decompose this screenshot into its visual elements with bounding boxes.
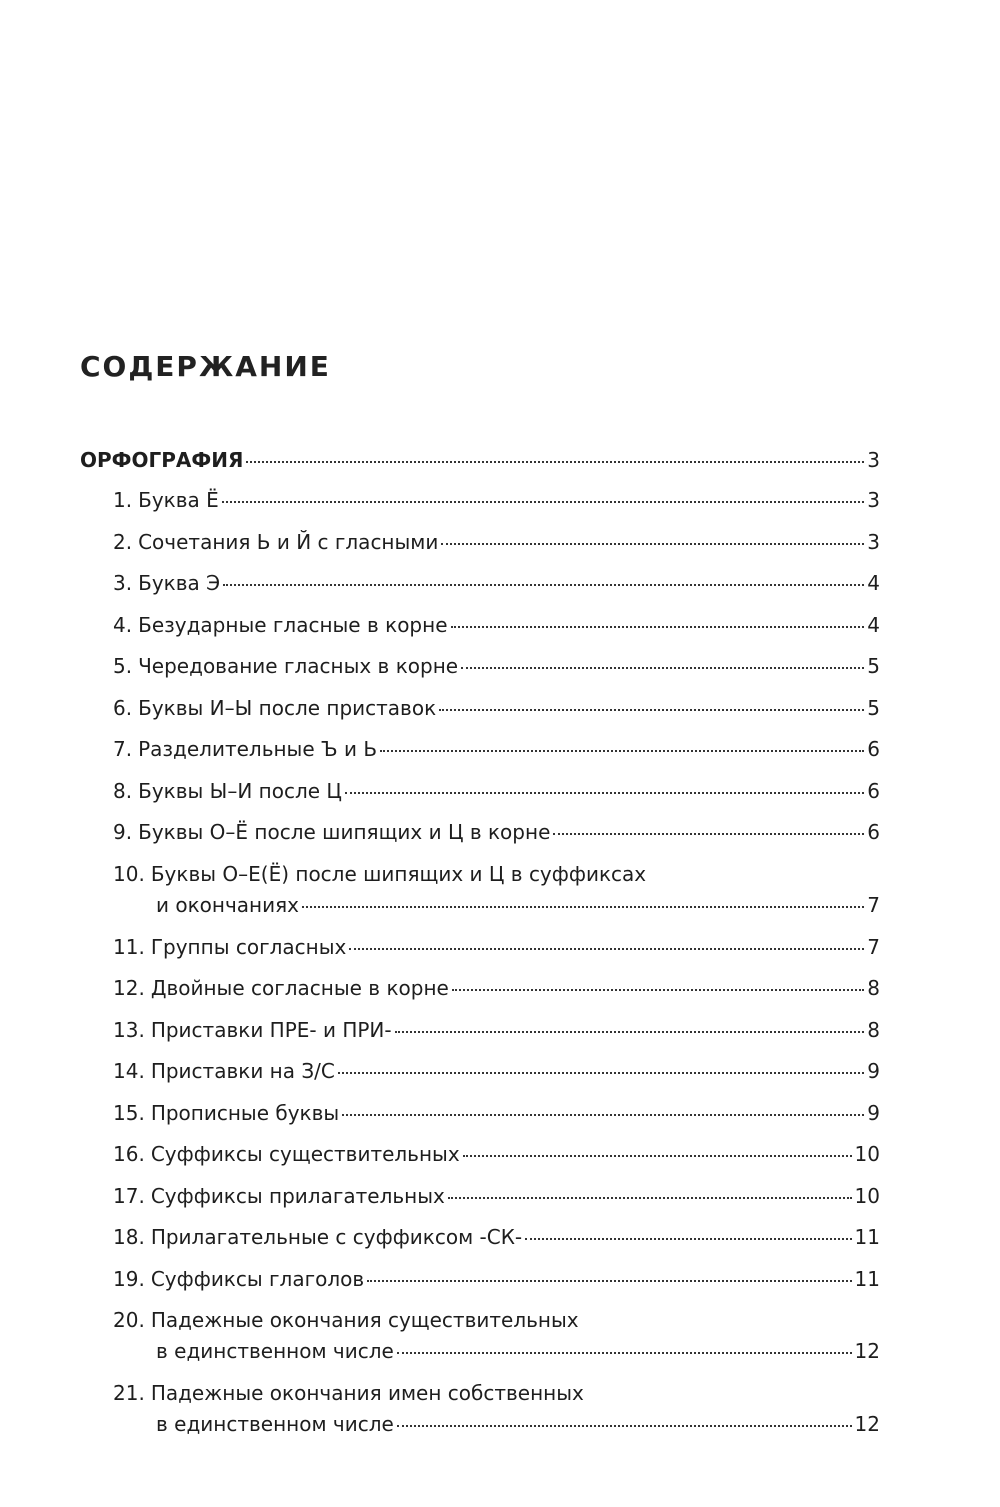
item-number: 13. (113, 1017, 145, 1042)
dot-leader (451, 626, 865, 628)
item-number: 20. (113, 1308, 145, 1332)
item-number: 5. (113, 654, 133, 678)
item-title: Буква Э (138, 571, 221, 595)
item-page-number: 3 (867, 488, 880, 512)
item-number: 21. (113, 1381, 145, 1405)
item-page-number: 12 (854, 1339, 880, 1363)
toc-item (80, 862, 880, 924)
item-first-line (113, 1308, 880, 1339)
toc-item (80, 1381, 880, 1443)
toc-item (80, 1059, 880, 1101)
item-page-number: 11 (854, 1266, 880, 1291)
item-title: Падежные окончания имен собственных (150, 1381, 584, 1405)
item-title: Чередование гласных в корне (138, 654, 459, 678)
item-second-line (113, 1339, 880, 1370)
item-page-number: 4 (867, 571, 880, 595)
item-title-continuation: и окончаниях (156, 892, 299, 917)
toc-item (80, 1225, 880, 1267)
item-number: 3. (113, 571, 133, 595)
item-page-number: 4 (867, 612, 880, 637)
item-page-number: 12 (854, 1412, 880, 1436)
toc-item (80, 571, 880, 613)
page-title: СОДЕРЖАНИЕ (80, 350, 331, 383)
item-page-number: 7 (867, 892, 880, 917)
item-number: 2. (113, 529, 133, 554)
item-page-number: 3 (867, 529, 880, 554)
item-number: 14. (113, 1059, 145, 1083)
item-page-number: 6 (867, 737, 880, 761)
item-number: 6. (113, 695, 133, 720)
toc-item (80, 1101, 880, 1143)
item-title: Падежные окончания существительных (150, 1308, 579, 1332)
toc-item (80, 1018, 880, 1060)
dot-leader (246, 461, 864, 463)
item-title: Суффиксы прилагательных (150, 1183, 445, 1208)
toc-item (80, 1308, 880, 1370)
item-number: 4. (113, 612, 133, 637)
dot-leader (397, 1352, 852, 1354)
section-title: ОРФОГРАФИЯ (80, 448, 244, 472)
toc-item (80, 696, 880, 738)
item-number: 18. (113, 1225, 145, 1249)
item-second-line (113, 893, 880, 924)
dot-leader (448, 1197, 852, 1199)
item-number: 19. (113, 1266, 145, 1291)
item-page-number: 6 (867, 778, 880, 803)
item-page-number: 9 (867, 1059, 880, 1083)
section-page-number: 3 (867, 448, 880, 472)
item-title: Буквы О–Е(Ё) после шипящих и Ц в суффиксах (150, 861, 647, 886)
item-title: Буквы О–Ё после шипящих и Ц в корне (138, 820, 551, 844)
item-page-number: 11 (854, 1225, 880, 1249)
dot-leader (367, 1280, 851, 1282)
item-title: Суффиксы глаголов (150, 1266, 365, 1291)
toc-item (80, 737, 880, 779)
item-first-line (113, 862, 880, 893)
dot-leader (338, 1072, 864, 1074)
toc-item (80, 976, 880, 1018)
toc-item (80, 779, 880, 821)
item-page-number: 10 (854, 1183, 880, 1208)
dot-leader (223, 584, 864, 586)
item-title-continuation: в единственном числе (156, 1339, 394, 1363)
toc-item (80, 1142, 880, 1184)
toc-item (80, 1184, 880, 1226)
item-number: 12. (113, 976, 145, 1000)
item-page-number: 5 (867, 695, 880, 720)
item-second-line (113, 1412, 880, 1443)
toc-item (80, 935, 880, 977)
item-title: Приставки ПРЕ- и ПРИ- (150, 1017, 392, 1042)
dot-leader (553, 833, 864, 835)
item-number: 17. (113, 1183, 145, 1208)
item-title: Двойные согласные в корне (150, 976, 449, 1000)
item-title: Группы согласных (150, 934, 347, 959)
dot-leader (395, 1031, 865, 1033)
toc-item (80, 488, 880, 530)
item-page-number: 9 (867, 1100, 880, 1125)
item-title: Прилагательные с суффиксом -СК- (150, 1225, 523, 1249)
dot-leader (441, 543, 864, 545)
item-number: 16. (113, 1142, 145, 1166)
item-page-number: 5 (867, 654, 880, 678)
item-title: Приставки на З/С (150, 1059, 335, 1083)
item-page-number: 6 (867, 820, 880, 844)
toc-item (80, 820, 880, 862)
item-title: Прописные буквы (150, 1100, 340, 1125)
dot-leader (397, 1425, 852, 1427)
dot-leader (461, 667, 864, 669)
item-number: 9. (113, 820, 133, 844)
item-number: 7. (113, 737, 133, 761)
toc-item (80, 613, 880, 655)
item-page-number: 8 (867, 976, 880, 1000)
item-title: Сочетания Ь и Й с гласными (138, 529, 439, 554)
item-title-continuation: в единственном числе (156, 1412, 394, 1436)
dot-leader (222, 501, 864, 503)
item-number: 11. (113, 934, 145, 959)
dot-leader (349, 948, 864, 950)
item-number: 10. (113, 861, 145, 886)
item-title: Разделительные Ъ и Ь (138, 737, 378, 761)
dot-leader (380, 750, 864, 752)
table-of-contents (80, 448, 880, 1454)
item-page-number: 7 (867, 934, 880, 959)
dot-leader (302, 906, 864, 908)
item-title: Суффиксы существительных (150, 1142, 460, 1166)
dot-leader (345, 792, 864, 794)
item-title: Буквы И–Ы после приставок (138, 695, 437, 720)
item-page-number: 10 (854, 1142, 880, 1166)
toc-item (80, 654, 880, 696)
item-title: Безударные гласные в корне (138, 612, 448, 637)
item-title: Буква Ё (138, 488, 219, 512)
dot-leader (452, 989, 864, 991)
toc-item (80, 530, 880, 572)
item-number: 8. (113, 778, 133, 803)
item-first-line (113, 1381, 880, 1412)
dot-leader (463, 1155, 852, 1157)
item-number: 15. (113, 1100, 145, 1125)
item-title: Буквы Ы–И после Ц (138, 778, 342, 803)
dot-leader (525, 1238, 851, 1240)
item-number: 1. (113, 488, 133, 512)
dot-leader (342, 1114, 864, 1116)
toc-item (80, 1267, 880, 1309)
item-page-number: 8 (867, 1017, 880, 1042)
toc-section-orthography (80, 448, 880, 488)
dot-leader (439, 709, 864, 711)
